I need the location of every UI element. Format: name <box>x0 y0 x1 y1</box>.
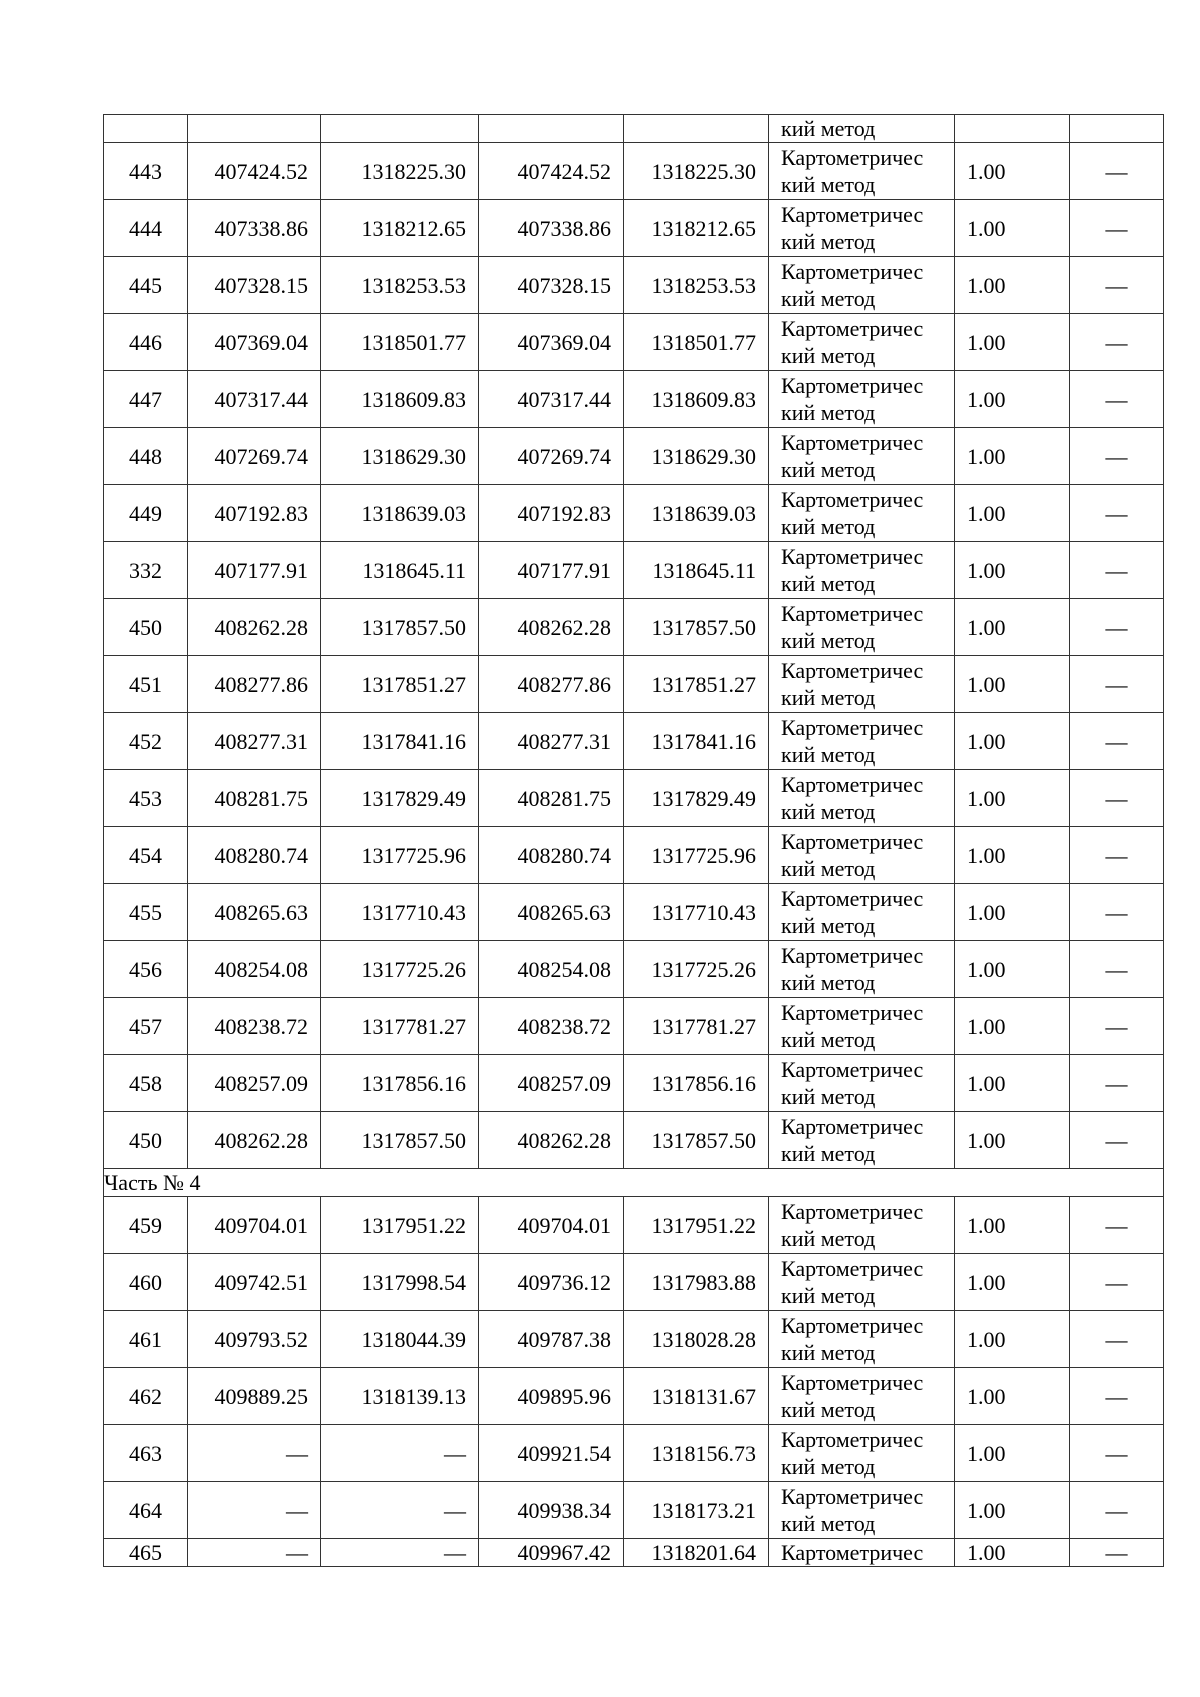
cell-coord-y2: 1318212.65 <box>624 200 769 257</box>
cell-point-number: 444 <box>104 200 188 257</box>
cell-coord-x2: 409787.38 <box>479 1311 624 1368</box>
cell-coord-y1: 1317710.43 <box>321 884 479 941</box>
cell-coord-y1: 1317781.27 <box>321 998 479 1055</box>
cell-coord-y2: 1318645.11 <box>624 542 769 599</box>
cell-point-number: 457 <box>104 998 188 1055</box>
cell-empty <box>104 115 188 143</box>
cell-precision: 1.00 <box>955 371 1070 428</box>
cell-coord-x2: 407338.86 <box>479 200 624 257</box>
cell-coord-y1: 1318253.53 <box>321 257 479 314</box>
cell-coord-y1: 1318225.30 <box>321 143 479 200</box>
method-line-1: Картометричес <box>781 1057 924 1082</box>
cell-coord-y2: 1317710.43 <box>624 884 769 941</box>
cell-coord-y2: 1318609.83 <box>624 371 769 428</box>
cell-coord-y1: 1317725.96 <box>321 827 479 884</box>
cell-coord-x2: 409736.12 <box>479 1254 624 1311</box>
cell-point-number: 461 <box>104 1311 188 1368</box>
cell-coord-x1: 408257.09 <box>188 1055 321 1112</box>
table-row <box>104 713 1164 770</box>
cell-point-number: 450 <box>104 599 188 656</box>
cell-coord-x1: 408281.75 <box>188 770 321 827</box>
cell-empty <box>479 115 624 143</box>
cell-empty <box>955 115 1070 143</box>
cell-method <box>769 1425 955 1482</box>
cell-coord-y1: 1318501.77 <box>321 314 479 371</box>
cell-point-number: 465 <box>104 1539 188 1567</box>
method-line-2: кий метод <box>781 970 876 995</box>
cell-precision: 1.00 <box>955 998 1070 1055</box>
method-line-2: кий метод <box>781 1340 876 1365</box>
cell-description: — <box>1070 542 1164 599</box>
method-line-2: кий метод <box>781 913 876 938</box>
cell-coord-x1: — <box>188 1482 321 1539</box>
cell-coord-x2: 407369.04 <box>479 314 624 371</box>
table-row <box>104 1311 1164 1368</box>
cell-coord-x1: 409889.25 <box>188 1368 321 1425</box>
cell-coord-x1: 407269.74 <box>188 428 321 485</box>
cell-coord-y2: 1318501.77 <box>624 314 769 371</box>
cell-coord-y2: 1317725.96 <box>624 827 769 884</box>
method-line-2: кий метод <box>781 343 876 368</box>
cell-precision: 1.00 <box>955 941 1070 998</box>
table-row <box>104 998 1164 1055</box>
cell-coord-y1: 1317998.54 <box>321 1254 479 1311</box>
cell-coord-y1: 1318639.03 <box>321 485 479 542</box>
cell-coord-x1: 407369.04 <box>188 314 321 371</box>
method-line-2: кий метод <box>781 1454 876 1479</box>
section-label: Часть № 4 <box>104 1169 1164 1197</box>
cell-coord-y2: 1317829.49 <box>624 770 769 827</box>
method-line-2: кий метод <box>781 172 876 197</box>
cell-precision: 1.00 <box>955 428 1070 485</box>
cell-precision: 1.00 <box>955 1112 1070 1169</box>
cell-point-number: 458 <box>104 1055 188 1112</box>
cell-empty <box>188 115 321 143</box>
cell-coord-y2: 1318131.67 <box>624 1368 769 1425</box>
cell-coord-y1: 1317951.22 <box>321 1197 479 1254</box>
cell-coord-x1: 408280.74 <box>188 827 321 884</box>
cell-coord-y1: 1317725.26 <box>321 941 479 998</box>
cell-coord-x2: 409704.01 <box>479 1197 624 1254</box>
cell-coord-y2: 1318028.28 <box>624 1311 769 1368</box>
cell-coord-x2: 407177.91 <box>479 542 624 599</box>
cell-precision: 1.00 <box>955 200 1070 257</box>
method-line-1: Картометричес <box>781 772 924 797</box>
cell-point-number: 451 <box>104 656 188 713</box>
cell-coord-y2: 1317725.26 <box>624 941 769 998</box>
table-row <box>104 1539 1164 1567</box>
cell-coord-y1: 1317857.50 <box>321 599 479 656</box>
cell-precision: 1.00 <box>955 1197 1070 1254</box>
cell-description: — <box>1070 1482 1164 1539</box>
method-line-1: Картометричес <box>781 715 924 740</box>
cell-coord-y2: 1317856.16 <box>624 1055 769 1112</box>
table-row <box>104 115 1164 143</box>
cell-coord-x1: 408238.72 <box>188 998 321 1055</box>
method-line-2: кий метод <box>781 1226 876 1251</box>
method-line-1: Картометричес <box>781 658 924 683</box>
cell-coord-x2: 409938.34 <box>479 1482 624 1539</box>
cell-coord-y1: — <box>321 1425 479 1482</box>
cell-method <box>769 599 955 656</box>
cell-method <box>769 1311 955 1368</box>
cell-point-number: 454 <box>104 827 188 884</box>
cell-description: — <box>1070 485 1164 542</box>
method-line-2: кий метод <box>781 571 876 596</box>
cell-method <box>769 314 955 371</box>
method-line-2: кий метод <box>781 457 876 482</box>
cell-coord-y1: 1318629.30 <box>321 428 479 485</box>
cell-method <box>769 542 955 599</box>
cell-coord-y1: 1318609.83 <box>321 371 479 428</box>
cell-coord-y1: 1317829.49 <box>321 770 479 827</box>
cell-empty <box>1070 115 1164 143</box>
cell-coord-x1: 409793.52 <box>188 1311 321 1368</box>
method-line-2: кий метод <box>781 1141 876 1166</box>
table-row <box>104 371 1164 428</box>
cell-description: — <box>1070 428 1164 485</box>
table-row <box>104 1254 1164 1311</box>
method-line-2: кий метод <box>781 400 876 425</box>
table-row <box>104 200 1164 257</box>
method-line-1: Картометричес <box>781 487 924 512</box>
cell-description: — <box>1070 884 1164 941</box>
cell-method <box>769 428 955 485</box>
cell-point-number: 447 <box>104 371 188 428</box>
cell-precision: 1.00 <box>955 257 1070 314</box>
cell-coord-y2: 1318156.73 <box>624 1425 769 1482</box>
cell-description: — <box>1070 1197 1164 1254</box>
cell-coord-y2: 1317851.27 <box>624 656 769 713</box>
cell-point-number: 459 <box>104 1197 188 1254</box>
cell-precision: 1.00 <box>955 542 1070 599</box>
table-row <box>104 599 1164 656</box>
table-row <box>104 1112 1164 1169</box>
cell-coord-y2: 1318253.53 <box>624 257 769 314</box>
cell-coord-x1: 408262.28 <box>188 1112 321 1169</box>
table-row <box>104 542 1164 599</box>
cell-point-number: 463 <box>104 1425 188 1482</box>
method-line-1: Картометричес <box>781 886 924 911</box>
cell-coord-x2: 407328.15 <box>479 257 624 314</box>
cell-description: — <box>1070 314 1164 371</box>
table-row <box>104 1425 1164 1482</box>
method-line-2: кий метод <box>781 628 876 653</box>
method-line-1: Картометричес <box>781 943 924 968</box>
cell-description: — <box>1070 656 1164 713</box>
method-line-1: Картометричес <box>781 601 924 626</box>
method-line-2: кий метод <box>781 856 876 881</box>
cell-coord-y1: 1318044.39 <box>321 1311 479 1368</box>
cell-coord-y2: 1317951.22 <box>624 1197 769 1254</box>
cell-coord-x2: 408262.28 <box>479 1112 624 1169</box>
cell-point-number: 446 <box>104 314 188 371</box>
cell-precision: 1.00 <box>955 1539 1070 1567</box>
table-row <box>104 314 1164 371</box>
cell-method <box>769 770 955 827</box>
cell-description: — <box>1070 1425 1164 1482</box>
method-line-1: Картометричес <box>781 1256 924 1281</box>
cell-coord-x1: 408277.86 <box>188 656 321 713</box>
cell-precision: 1.00 <box>955 314 1070 371</box>
section-row <box>104 1169 1164 1197</box>
cell-coord-x2: 407192.83 <box>479 485 624 542</box>
cell-precision: 1.00 <box>955 656 1070 713</box>
method-line-1: Картометричес <box>781 1313 924 1338</box>
method-line-1: Картометричес <box>781 1427 924 1452</box>
cell-coord-x1: — <box>188 1425 321 1482</box>
cell-point-number: 443 <box>104 143 188 200</box>
cell-empty <box>624 115 769 143</box>
cell-precision: 1.00 <box>955 143 1070 200</box>
cell-description: — <box>1070 941 1164 998</box>
cell-point-number: 448 <box>104 428 188 485</box>
cell-precision: 1.00 <box>955 1425 1070 1482</box>
cell-empty <box>321 115 479 143</box>
cell-point-number: 460 <box>104 1254 188 1311</box>
cell-point-number: 332 <box>104 542 188 599</box>
method-line-2: кий метод <box>781 229 876 254</box>
cell-coord-y1: 1317851.27 <box>321 656 479 713</box>
cell-coord-x1: 407338.86 <box>188 200 321 257</box>
table-row <box>104 428 1164 485</box>
method-line-1: Картометричес <box>781 829 924 854</box>
table-row <box>104 656 1164 713</box>
cell-coord-x2: 409967.42 <box>479 1539 624 1567</box>
cell-coord-y2: 1317857.50 <box>624 1112 769 1169</box>
cell-description: — <box>1070 827 1164 884</box>
cell-coord-y2: 1318629.30 <box>624 428 769 485</box>
cell-coord-y1: 1317856.16 <box>321 1055 479 1112</box>
table-row <box>104 941 1164 998</box>
cell-precision: 1.00 <box>955 1482 1070 1539</box>
cell-method <box>769 371 955 428</box>
cell-method: Картометричес <box>769 1539 955 1567</box>
cell-coord-x1: — <box>188 1539 321 1567</box>
method-line-1: Картометричес <box>781 430 924 455</box>
coordinates-table <box>103 114 1164 1567</box>
table-row <box>104 1055 1164 1112</box>
cell-coord-x1: 408265.63 <box>188 884 321 941</box>
cell-coord-x2: 409895.96 <box>479 1368 624 1425</box>
cell-description: — <box>1070 143 1164 200</box>
cell-coord-x2: 408254.08 <box>479 941 624 998</box>
cell-method <box>769 656 955 713</box>
table-row <box>104 485 1164 542</box>
cell-point-number: 464 <box>104 1482 188 1539</box>
cell-coord-x1: 407317.44 <box>188 371 321 428</box>
cell-method <box>769 1368 955 1425</box>
cell-coord-y1: 1318139.13 <box>321 1368 479 1425</box>
method-line-2: кий метод <box>781 514 876 539</box>
cell-description: — <box>1070 1368 1164 1425</box>
cell-coord-x1: 407177.91 <box>188 542 321 599</box>
cell-description: — <box>1070 371 1164 428</box>
cell-coord-x2: 408257.09 <box>479 1055 624 1112</box>
cell-description: — <box>1070 1539 1164 1567</box>
cell-coord-x1: 408254.08 <box>188 941 321 998</box>
cell-precision: 1.00 <box>955 1055 1070 1112</box>
cell-description: — <box>1070 1055 1164 1112</box>
cell-precision: 1.00 <box>955 1368 1070 1425</box>
table-row <box>104 827 1164 884</box>
cell-coord-x2: 408277.86 <box>479 656 624 713</box>
method-line-2: кий метод <box>781 1027 876 1052</box>
cell-coord-x2: 407269.74 <box>479 428 624 485</box>
cell-description: — <box>1070 770 1164 827</box>
method-line-1: Картометричес <box>781 1114 924 1139</box>
table-row <box>104 1197 1164 1254</box>
cell-precision: 1.00 <box>955 884 1070 941</box>
cell-precision: 1.00 <box>955 599 1070 656</box>
cell-coord-y1: 1317857.50 <box>321 1112 479 1169</box>
method-line-2: кий метод <box>781 1283 876 1308</box>
cell-coord-x1: 407192.83 <box>188 485 321 542</box>
cell-coord-x2: 408238.72 <box>479 998 624 1055</box>
cell-precision: 1.00 <box>955 713 1070 770</box>
cell-method <box>769 1112 955 1169</box>
method-line-1: Картометричес <box>781 1000 924 1025</box>
cell-point-number: 452 <box>104 713 188 770</box>
cell-method <box>769 941 955 998</box>
method-line-2: кий метод <box>781 685 876 710</box>
cell-coord-x2: 408277.31 <box>479 713 624 770</box>
table-row <box>104 1368 1164 1425</box>
method-line-1: Картометричес <box>781 145 924 170</box>
cell-coord-x2: 408280.74 <box>479 827 624 884</box>
cell-coord-y2: 1317857.50 <box>624 599 769 656</box>
cell-method: кий метод <box>769 115 955 143</box>
cell-description: — <box>1070 713 1164 770</box>
cell-coord-x2: 408262.28 <box>479 599 624 656</box>
cell-coord-x1: 408277.31 <box>188 713 321 770</box>
cell-method <box>769 1482 955 1539</box>
table-row <box>104 143 1164 200</box>
method-line-2: кий метод <box>781 1397 876 1422</box>
cell-precision: 1.00 <box>955 827 1070 884</box>
method-line-1: Картометричес <box>781 1484 924 1509</box>
cell-coord-x1: 407424.52 <box>188 143 321 200</box>
cell-coord-x2: 409921.54 <box>479 1425 624 1482</box>
table-row <box>104 1482 1164 1539</box>
cell-method <box>769 200 955 257</box>
cell-coord-y1: 1318212.65 <box>321 200 479 257</box>
method-line-1: Картометричес <box>781 1199 924 1224</box>
method-line-2: кий метод <box>781 1084 876 1109</box>
cell-description: — <box>1070 998 1164 1055</box>
cell-precision: 1.00 <box>955 1311 1070 1368</box>
cell-method <box>769 143 955 200</box>
cell-description: — <box>1070 1254 1164 1311</box>
method-line-1: Картометричес <box>781 1370 924 1395</box>
method-line-1: Картометричес <box>781 259 924 284</box>
cell-description: — <box>1070 200 1164 257</box>
cell-method <box>769 257 955 314</box>
method-line-2: кий метод <box>781 742 876 767</box>
cell-point-number: 456 <box>104 941 188 998</box>
cell-precision: 1.00 <box>955 770 1070 827</box>
cell-precision: 1.00 <box>955 485 1070 542</box>
cell-coord-y2: 1317841.16 <box>624 713 769 770</box>
cell-coord-y2: 1318225.30 <box>624 143 769 200</box>
cell-point-number: 445 <box>104 257 188 314</box>
method-line-1: Картометричес <box>781 202 924 227</box>
cell-method <box>769 1254 955 1311</box>
cell-coord-x2: 408281.75 <box>479 770 624 827</box>
table-row <box>104 257 1164 314</box>
cell-method <box>769 485 955 542</box>
cell-coord-x2: 408265.63 <box>479 884 624 941</box>
cell-point-number: 462 <box>104 1368 188 1425</box>
cell-description: — <box>1070 599 1164 656</box>
method-line-1: Картометричес <box>781 373 924 398</box>
method-line-2: кий метод <box>781 286 876 311</box>
cell-coord-x1: 407328.15 <box>188 257 321 314</box>
cell-method <box>769 1197 955 1254</box>
cell-description: — <box>1070 257 1164 314</box>
cell-point-number: 449 <box>104 485 188 542</box>
cell-coord-y2: 1318639.03 <box>624 485 769 542</box>
method-line-2: кий метод <box>781 799 876 824</box>
cell-point-number: 453 <box>104 770 188 827</box>
cell-precision: 1.00 <box>955 1254 1070 1311</box>
cell-point-number: 455 <box>104 884 188 941</box>
cell-coord-y1: — <box>321 1482 479 1539</box>
cell-coord-y1: 1318645.11 <box>321 542 479 599</box>
table-row <box>104 884 1164 941</box>
cell-description: — <box>1070 1112 1164 1169</box>
cell-coord-y2: 1317781.27 <box>624 998 769 1055</box>
cell-coord-y2: 1317983.88 <box>624 1254 769 1311</box>
cell-method <box>769 884 955 941</box>
cell-method <box>769 827 955 884</box>
cell-coord-y2: 1318173.21 <box>624 1482 769 1539</box>
cell-coord-x2: 407424.52 <box>479 143 624 200</box>
cell-point-number: 450 <box>104 1112 188 1169</box>
cell-method <box>769 713 955 770</box>
cell-method <box>769 1055 955 1112</box>
method-line-1: Картометричес <box>781 544 924 569</box>
cell-coord-y1: 1317841.16 <box>321 713 479 770</box>
method-line-2: кий метод <box>781 1511 876 1536</box>
method-line-1: Картометричес <box>781 316 924 341</box>
cell-coord-x2: 407317.44 <box>479 371 624 428</box>
cell-method <box>769 998 955 1055</box>
cell-description: — <box>1070 1311 1164 1368</box>
cell-coord-x1: 409704.01 <box>188 1197 321 1254</box>
cell-coord-x1: 409742.51 <box>188 1254 321 1311</box>
table-row <box>104 770 1164 827</box>
cell-coord-y2: 1318201.64 <box>624 1539 769 1567</box>
cell-coord-x1: 408262.28 <box>188 599 321 656</box>
cell-coord-y1: — <box>321 1539 479 1567</box>
